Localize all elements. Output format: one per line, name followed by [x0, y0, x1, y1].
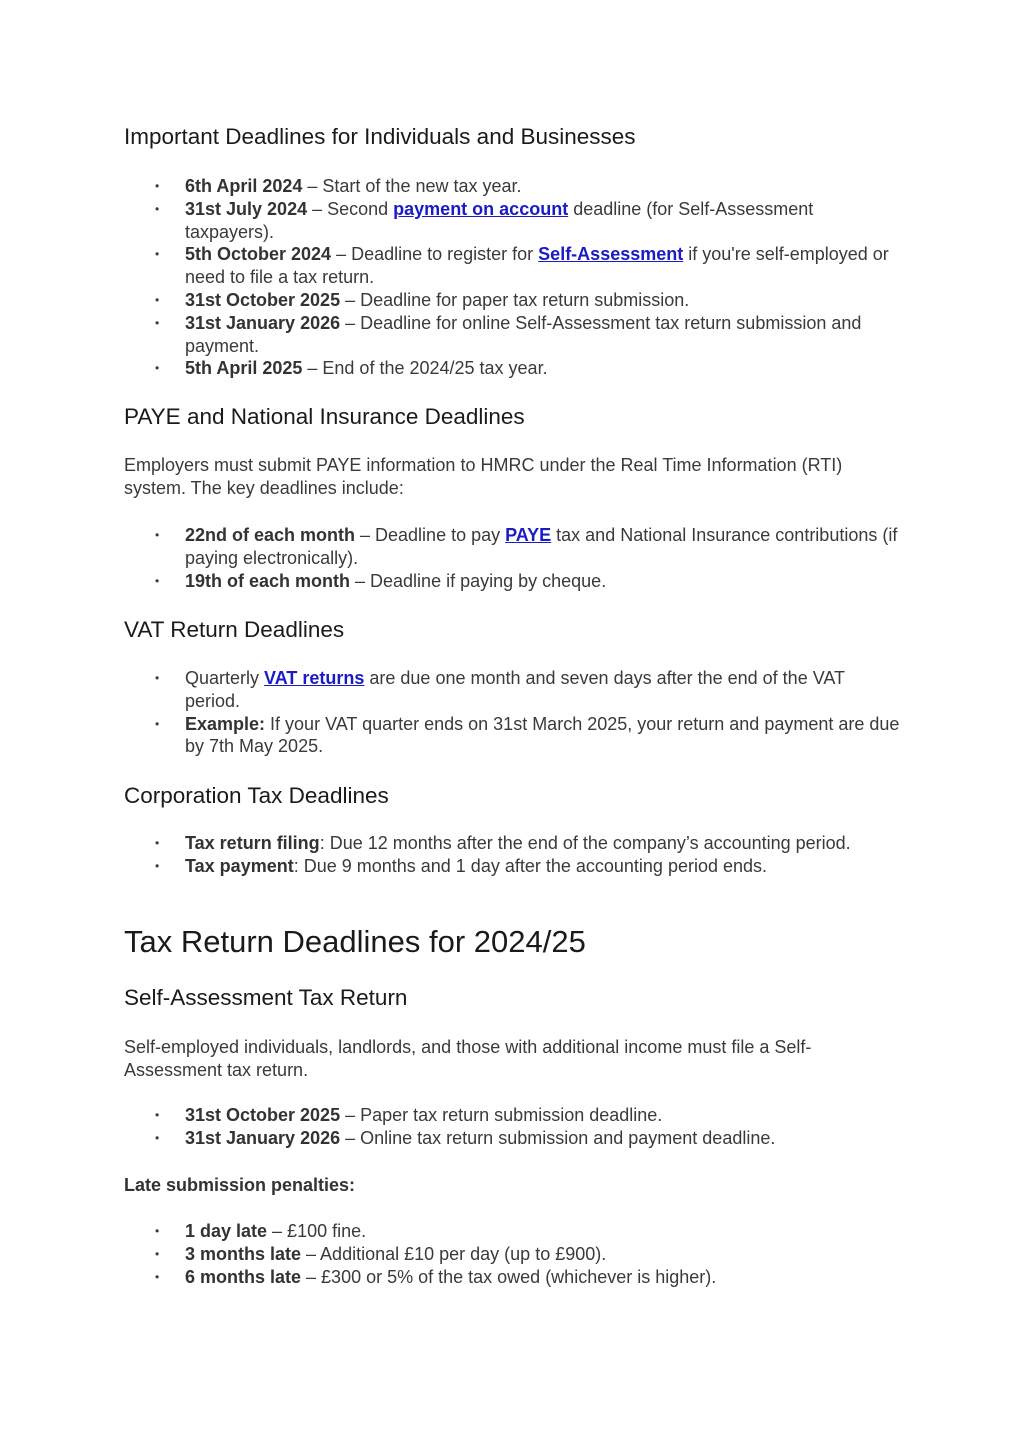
payment-on-account-link[interactable]: payment on account [393, 198, 569, 219]
list-vat-deadlines [124, 667, 904, 758]
heading-paye-deadlines: PAYE and National Insurance Deadlines [124, 404, 525, 429]
heading-important-deadlines: Important Deadlines for Individuals and Businesses [124, 124, 636, 149]
list-item: • Quarterly VAT returns are due one month and seven days after the end of the VAT period. [155, 668, 845, 711]
heading-self-assessment-tax-return: Self-Assessment Tax Return [124, 985, 408, 1010]
bullet-icon: • [155, 1224, 160, 1238]
bullet-icon: • [155, 361, 160, 376]
heading-tax-return-deadlines: Tax Return Deadlines for 2024/25 [124, 924, 586, 959]
bullet-icon: • [155, 716, 160, 731]
self-assessment-link[interactable]: Self-Assessment [538, 244, 684, 265]
bullet-icon: • [155, 247, 160, 262]
bullet-icon: • [155, 179, 160, 193]
list-item: • 19th of each month – Deadline if paying by cheque. [155, 570, 607, 591]
late-penalties-label: Late submission penalties: [124, 1175, 356, 1195]
list-item: • 31st January 2026 – Online tax return submission and payment deadline. [155, 1127, 776, 1148]
list-item: • 5th April 2025 – End of the 2024/25 tax year. [155, 358, 548, 379]
heading-corporation-tax-deadlines: Corporation Tax Deadlines [124, 783, 389, 808]
bullet-icon: • [155, 1269, 160, 1284]
bullet-icon: • [155, 1108, 160, 1122]
list-corporation-tax [124, 832, 904, 878]
paye-intro-paragraph: Employers must submit PAYE information to HMRC under the Real Time Information (RTI) system. The key deadlines include: [124, 455, 843, 498]
list-item: • Example: If your VAT quarter ends on 31st March 2025, your return and payment are due by 7th May 2025. [155, 713, 900, 757]
list-item: • Tax payment: Due 9 months and 1 day after the accounting period ends. [155, 855, 768, 876]
list-item: • 31st October 2025 – Paper tax return submission deadline. [155, 1105, 663, 1125]
list-item: • 22nd of each month – Deadline to pay PAYE tax and National Insurance contributions (if paying electronically). [155, 525, 898, 568]
list-self-assessment-deadlines [124, 1104, 904, 1150]
vat-returns-link[interactable]: VAT returns [264, 668, 365, 688]
bullet-icon: • [155, 671, 160, 685]
list-item: • 31st October 2025 – Deadline for paper tax return submission. [155, 289, 690, 310]
list-item: • 3 months late – Additional £10 per day (up to £900). [155, 1243, 607, 1264]
bullet-icon: • [155, 201, 160, 216]
list-item: • 31st January 2026 – Deadline for online Self-Assessment tax return submission and payment. [155, 312, 862, 356]
bullet-icon: • [155, 292, 160, 307]
self-assessment-intro-paragraph: Self-employed individuals, landlords, and those with additional income must file a Self-Assessment tax return. [124, 1037, 812, 1080]
list-item: • 5th October 2024 – Deadline to register for Self-Assessment if you're self-employed or need to file a tax return. [155, 244, 889, 288]
list-item: • 31st July 2024 – Second payment on account deadline (for Self-Assessment taxpayers). [155, 198, 814, 242]
list-late-penalties [124, 1220, 904, 1288]
heading-vat-deadlines: VAT Return Deadlines [124, 617, 345, 642]
bullet-icon: • [155, 858, 160, 873]
bullet-icon: • [155, 528, 160, 542]
bullet-icon: • [155, 836, 160, 850]
bullet-icon: • [155, 1246, 160, 1261]
bullet-icon: • [155, 315, 160, 330]
list-paye-deadlines [124, 524, 904, 592]
list-important-deadlines [124, 175, 904, 380]
list-item: • 6th April 2024 – Start of the new tax year. [155, 176, 522, 196]
list-item: • 1 day late – £100 fine. [155, 1221, 367, 1241]
bullet-icon: • [155, 1130, 160, 1145]
paye-link[interactable]: PAYE [505, 525, 552, 545]
list-item: • 6 months late – £300 or 5% of the tax owed (whichever is higher). [155, 1266, 717, 1287]
bullet-icon: • [155, 573, 160, 588]
list-item: • Tax return filing: Due 12 months after the end of the company’s accounting period. [155, 833, 851, 853]
